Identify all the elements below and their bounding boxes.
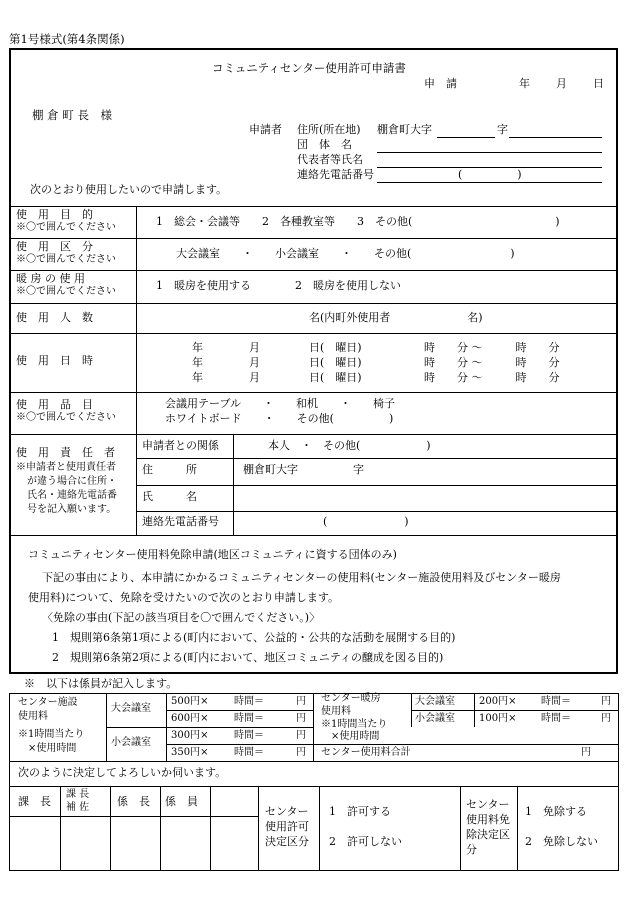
role-kakariin: 係 員	[165, 795, 198, 808]
datetime-row-2-day: 日( 曜日)	[309, 356, 362, 369]
datetime-row-1-time: 時 分 〜 時 分	[424, 341, 560, 354]
heat-rate-2-yen: 円	[601, 713, 611, 724]
rate-2: 600円×	[171, 713, 209, 724]
heating-fee-label-4: ×使用時間	[331, 731, 380, 742]
addressee: 棚 倉 町 長 様	[32, 108, 112, 122]
category-options[interactable]: 大会議室 ・ 小会議室 ・ その他( )	[176, 247, 515, 260]
form-label: 第1号様式(第4条関係)	[9, 32, 125, 46]
fee-small-room: 小会議室	[111, 737, 151, 748]
responsible-note-2: が違う場合に住所・	[27, 476, 117, 487]
date-year: 年	[519, 77, 530, 90]
permit-option-2[interactable]: 2 許可しない	[329, 835, 402, 848]
datetime-row-3-time: 時 分 〜 時 分	[424, 371, 560, 384]
rate-2-yen: 円	[296, 713, 306, 724]
applicant-heading: 申請者	[249, 123, 282, 136]
heat-rate-1-yen: 円	[601, 696, 611, 707]
waiver-decision-label-4: 分	[466, 843, 477, 856]
waiver-option-1[interactable]: 1 免除する	[525, 805, 587, 818]
representative-label: 代表者等氏名	[297, 153, 363, 166]
waiver-decision-label-3: 除決定区	[466, 828, 510, 841]
items-label: 使 用 品 目	[16, 398, 93, 411]
applicant-address-prefix: 棚倉町大字	[377, 123, 432, 136]
rate-3: 300円×	[171, 730, 209, 741]
datetime-row-1-day: 日( 曜日)	[309, 341, 362, 354]
heating-note: ※〇で囲んでください	[16, 286, 116, 297]
purpose-label: 使 用 目 的	[16, 208, 93, 221]
relation-options[interactable]: 本人 ・ その他( )	[268, 439, 431, 452]
heating-label: 暖 房 の 使 用	[16, 272, 85, 285]
waiver-body-1: 下記の事由により、本申請にかかるコミュニティセンターの使用料(センター施設使用料及びセンター暖房	[42, 571, 561, 584]
heat-rate-2: 100円×	[479, 713, 517, 724]
responsible-label: 使 用 責 任 者	[16, 446, 115, 459]
datetime-row-2-year[interactable]: 年	[192, 356, 203, 369]
rate-1-yen: 円	[296, 696, 306, 707]
rate-1-time: 時間＝	[234, 696, 264, 707]
rate-4: 350円×	[171, 747, 209, 758]
heating-options[interactable]: 1 暖房を使用する 2 暖房を使用しない	[156, 279, 401, 292]
count-text[interactable]: 名(内町外使用者 名)	[309, 311, 483, 324]
responsible-note-4: 号を記入願います。	[27, 504, 117, 515]
rate-3-yen: 円	[296, 730, 306, 741]
responsible-note-1: ※申請者と使用責任者	[16, 462, 116, 473]
rate-3-time: 時間＝	[234, 730, 264, 741]
waiver-reason-1[interactable]: 1 規則第6条第1項による(町内において、公益的・公共的な活動を展開する目的)	[52, 631, 456, 644]
waiver-reason-2[interactable]: 2 規則第6条第2項による(町内において、地区コミュニティの醸成を図る目的)	[52, 651, 444, 664]
heat-small-room: 小会議室	[415, 713, 455, 724]
count-label: 使 用 人 数	[16, 311, 93, 324]
total-yen: 円	[581, 747, 591, 758]
phone-field[interactable]	[377, 182, 602, 183]
form-title: コミュニティセンター使用許可申請書	[212, 61, 406, 75]
resp-address-label: 住 所	[142, 463, 197, 476]
permit-option-1[interactable]: 1 許可する	[329, 805, 391, 818]
category-label: 使 用 区 分	[16, 240, 93, 253]
waiver-decision-label-2: 使用料免	[466, 813, 510, 826]
date-day: 日	[593, 77, 604, 90]
facility-fee-label-4: ×使用時間	[28, 743, 77, 754]
datetime-label: 使 用 日 時	[16, 354, 93, 367]
resp-address-value[interactable]: 棚倉町大字 字	[243, 463, 364, 476]
permit-label-3: 決定区分	[265, 835, 309, 848]
staff-note: ※ 以下は係員が記入します。	[24, 677, 178, 690]
rate-2-time: 時間＝	[234, 713, 264, 724]
datetime-row-3-day: 日( 曜日)	[309, 371, 362, 384]
category-note: ※〇で囲んでください	[16, 254, 116, 265]
role-kacho: 課 長	[18, 795, 51, 808]
items-note: ※〇で囲んでください	[16, 412, 116, 423]
decision-intro: 次のように決定してよろしいか伺います。	[18, 766, 227, 779]
resp-phone-label: 連絡先電話番号	[142, 515, 219, 528]
responsible-note-3: 氏名・連絡先電話番	[27, 490, 117, 501]
intro-text: 次のとおり使用したいので申請します。	[30, 183, 228, 196]
date-label: 申 請	[424, 77, 457, 90]
items-line-2[interactable]: ホワイトボード ・ その他( )	[165, 412, 394, 425]
permit-label-2: 使用許可	[265, 820, 309, 833]
facility-fee-label-2: 使用料	[18, 711, 48, 722]
applicant-address-suffix: 字	[497, 123, 508, 136]
rate-4-time: 時間＝	[234, 747, 264, 758]
role-kacho-hosa: 課 長 補 佐	[66, 789, 90, 813]
waiver-decision-label-1: センター	[466, 798, 510, 811]
facility-fee-label-3: ※1時間当たり	[18, 729, 85, 740]
datetime-row-2-time: 時 分 〜 時 分	[424, 356, 560, 369]
heating-fee-label-3: ※1時間当たり	[321, 719, 388, 730]
phone-label: 連絡先電話番号	[297, 168, 374, 181]
items-line-1[interactable]: 会議用テーブル ・ 和机 ・ 椅子	[165, 397, 396, 410]
waiver-title: コミュニティセンター使用料免除申請(地区コミュニティに資する団体のみ)	[28, 548, 397, 561]
org-name-field[interactable]	[377, 152, 602, 153]
phone-paren: ( )	[458, 168, 522, 181]
facility-fee-label-1: センター施設	[18, 697, 78, 708]
purpose-options[interactable]: 1 総会・会議等 2 各種教室等 3 その他( )	[156, 215, 560, 228]
rate-4-yen: 円	[296, 747, 306, 758]
waiver-option-2[interactable]: 2 免除しない	[525, 835, 598, 848]
waiver-body-2: 使用料)について、免除を受けたいので次のとおり申請します。	[28, 591, 339, 604]
heating-fee-label-2: 使用料	[321, 706, 351, 717]
datetime-row-2-month: 月	[249, 356, 260, 369]
org-name-label: 団 体 名	[297, 138, 352, 151]
heat-rate-2-time: 時間＝	[541, 713, 571, 724]
datetime-row-3-year[interactable]: 年	[192, 371, 203, 384]
heat-large-room: 大会議室	[415, 696, 455, 707]
resp-name-label: 氏 名	[142, 490, 197, 503]
datetime-row-3-month: 月	[249, 371, 260, 384]
datetime-row-1-year[interactable]: 年	[192, 341, 203, 354]
total-label: センター使用料合計	[321, 747, 411, 758]
fee-large-room: 大会議室	[111, 703, 151, 714]
heat-rate-1-time: 時間＝	[541, 696, 571, 707]
resp-phone-paren[interactable]: ( )	[323, 515, 409, 528]
purpose-note: ※〇で囲んでください	[16, 222, 116, 233]
waiver-reason-heading: 〈免除の事由(下記の該当項目を〇で囲んでください。)〉	[42, 611, 321, 624]
permit-label-1: センター	[265, 805, 309, 818]
datetime-row-1-month: 月	[249, 341, 260, 354]
date-month: 月	[556, 77, 567, 90]
role-kakaricho: 係 長	[117, 795, 150, 808]
relation-label: 申請者との関係	[142, 439, 219, 452]
heating-fee-label-1: センター暖房	[321, 693, 381, 704]
heat-rate-1: 200円×	[479, 696, 517, 707]
applicant-address-label: 住所(所在地)	[297, 123, 361, 136]
rate-1: 500円×	[171, 696, 209, 707]
